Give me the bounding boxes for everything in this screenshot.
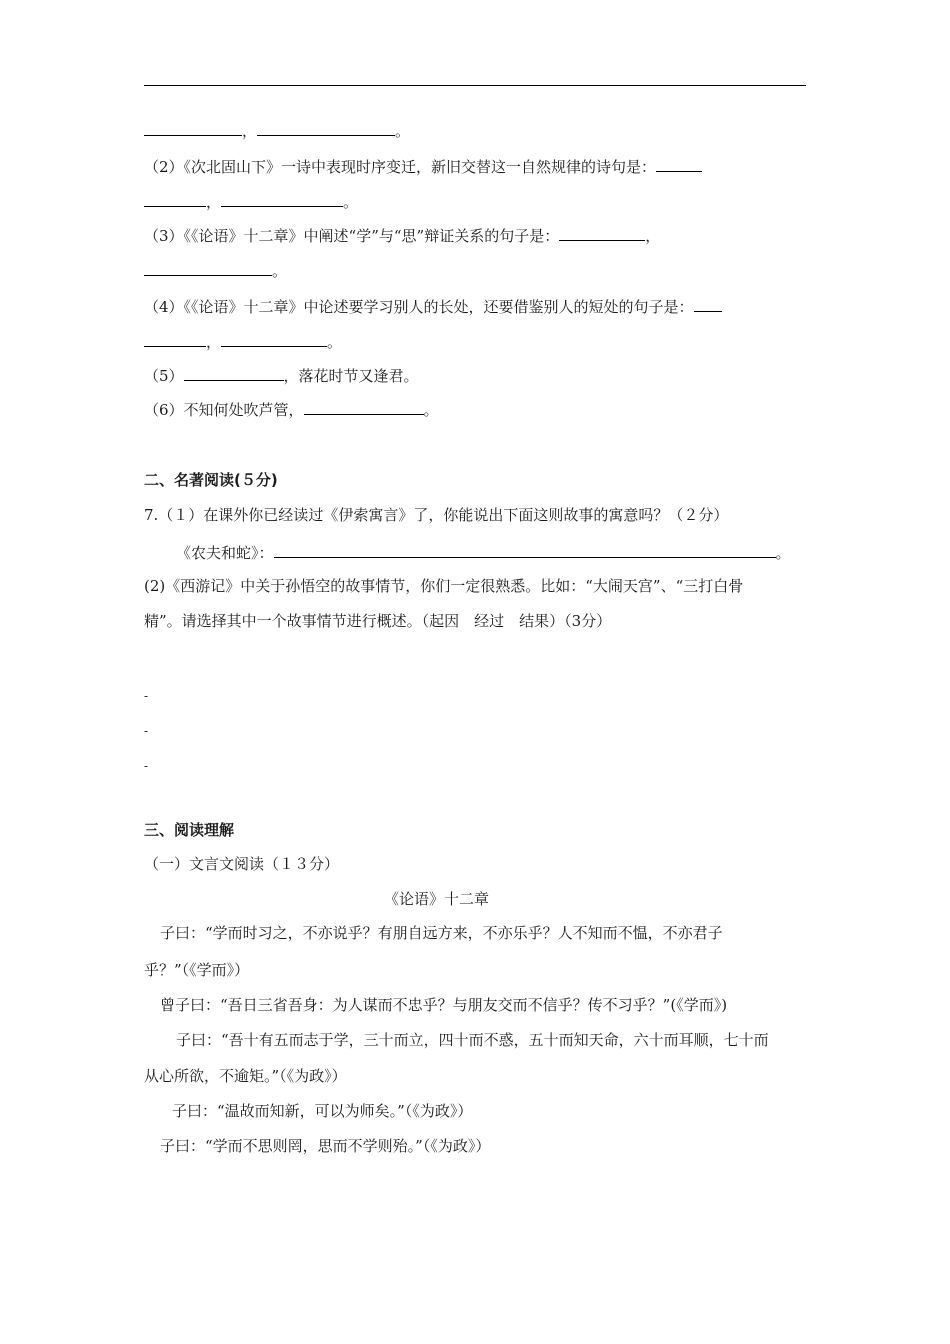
question-text: （2）《次北固山下》一诗中表现时序变迁，新旧交替这一自然规律的诗句是： — [144, 158, 657, 176]
q7-2-text-1: (2)《西游记》中关于孙悟空的故事情节，你们一定很熟悉。比如：“大闹天宫”、“三打白骨 — [144, 577, 744, 595]
q4-line — [144, 296, 722, 317]
answer-blank[interactable] — [559, 225, 645, 241]
section2-heading: 二、名著阅读(５分) — [144, 471, 278, 489]
answer-line-top — [144, 85, 806, 86]
passage-title: 《论语》十二章 — [384, 890, 490, 908]
passage-paragraph-cont: 从心所欲，不逾矩。”（《为政》） — [144, 1067, 347, 1085]
answer-blank[interactable] — [694, 296, 722, 312]
q6-line: （6）不知何处吹芦管， 。 — [144, 401, 439, 419]
answer-blank[interactable] — [144, 331, 206, 347]
passage-paragraph: 子曰：“吾十有五而志于学，三十而立，四十而不惑，五十而知天命，六十而耳顺，七十而 — [176, 1031, 769, 1049]
q3-line: （3）《《论语》十二章》中阐述“学”与“思”辩证关系的句子是： ， — [144, 227, 661, 245]
q2-line — [144, 156, 702, 177]
answer-mark: - — [144, 759, 149, 773]
q2-line-2: ， 。 — [144, 191, 358, 212]
q1-tail-line: ， 。 — [144, 120, 410, 141]
answer-blank[interactable] — [257, 120, 395, 136]
passage-paragraph-cont: 乎？”（《学而》） — [144, 961, 250, 979]
q3-line-2: 。 — [144, 260, 287, 281]
answer-blank[interactable] — [184, 365, 284, 381]
q7-2-text-2: 精”。请选择其中一个故事情节进行概述。（起因 经过 结果）（3分） — [144, 612, 612, 630]
answer-blank[interactable] — [274, 542, 776, 558]
answer-blank[interactable] — [221, 191, 343, 207]
answer-blank[interactable] — [304, 399, 424, 415]
passage-paragraph: 曾子曰：“吾日三省吾身：为人谋而不忠乎？与朋友交而不信乎？传不习乎？”(《学而》) — [160, 996, 728, 1014]
answer-mark: - — [144, 724, 149, 738]
answer-blank[interactable] — [656, 156, 702, 172]
q7-1-text: 7.（１）在课外你已经读过《伊索寓言》了，你能说出下面这则故事的寓意吗？（２分） — [144, 506, 729, 524]
section3-heading: 三、阅读理解 — [144, 821, 235, 839]
question-text: （4）《《论语》十二章》中论述要学习别人的长处，还要借鉴别人的短处的句子是： — [144, 298, 694, 316]
passage-paragraph: 子曰：“学而不思则罔，思而不学则殆。”（《为政》） — [160, 1137, 491, 1155]
section3-subheading: （一）文言文阅读（１３分） — [144, 855, 340, 873]
passage-paragraph: 子曰：“学而时习之，不亦说乎？有朋自远方来，不亦乐乎？人不知而不愠，不亦君子 — [160, 924, 723, 942]
answer-blank[interactable] — [144, 120, 242, 136]
answer-blank[interactable] — [221, 331, 327, 347]
answer-blank[interactable] — [144, 191, 206, 207]
fable-line: 《农夫和蛇》： 。 — [176, 544, 791, 562]
passage-paragraph: 子曰：“温故而知新，可以为师矣。”（《为政》） — [172, 1102, 473, 1120]
answer-mark: - — [144, 689, 149, 703]
question-text: （3）《《论语》十二章》中阐述“学”与“思”辩证关系的句子是： — [144, 227, 560, 245]
answer-blank[interactable] — [144, 260, 272, 276]
q4-line-2: ， 。 — [144, 331, 342, 352]
q5-line: （5） ，落花时节又逢君。 — [144, 367, 419, 385]
